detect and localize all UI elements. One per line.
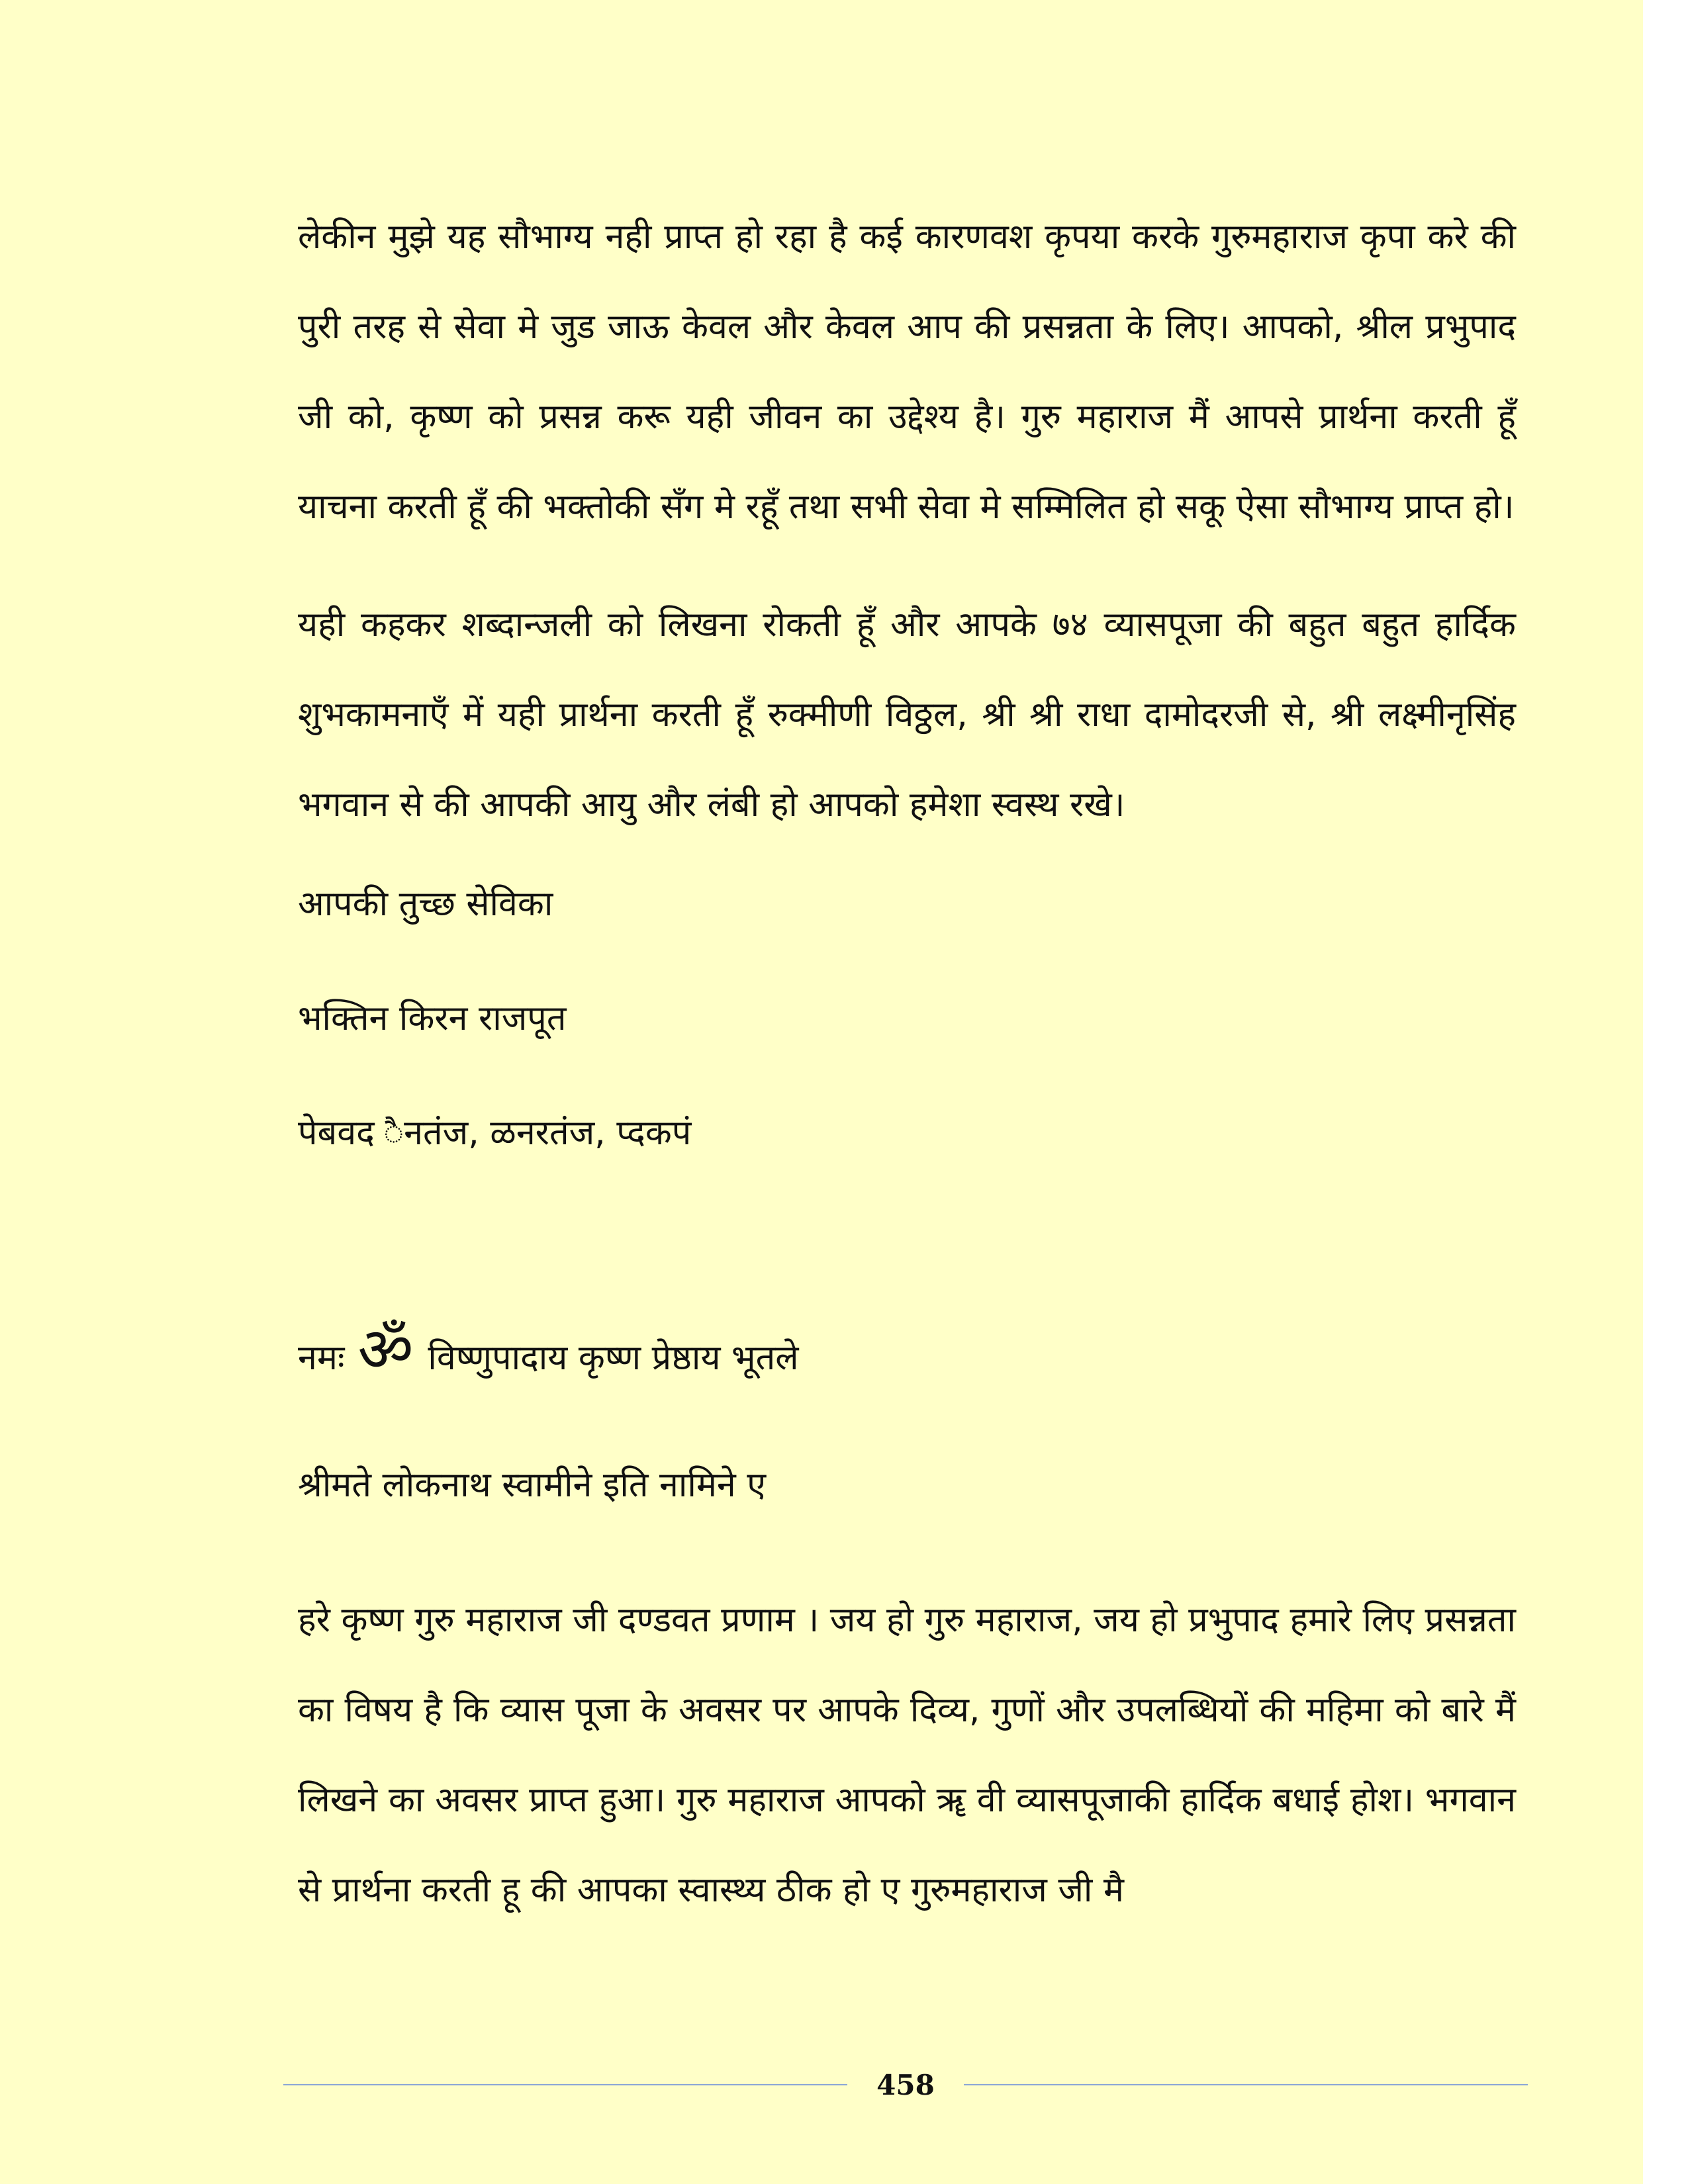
invocation-verse [298,1314,1516,1385]
om-icon: ॐ [357,1314,414,1385]
invocation-prefix: नमः [298,1338,345,1378]
page-content [298,192,1516,1935]
footer-rule-left [283,2084,847,2085]
verse-line-2: श्रीमते लोकनाथ स्वामीने इति नामिने ए [298,1465,767,1505]
paragraph-greeting: हरे कृष्ण गुरु महाराज जी दण्डवत प्रणाम । जय हो गुरु महाराज, जय हो प्रभुपाद हमारे लिए प्रसन्नता का विषय है कि व्यास पूजा के अवसर पर आपके दिव्य, गुणों और उपलब्धियों की महिमा को बारे मैं लिखने का अवसर प्राप्त हुआ। गुरु महाराज आपको ॠ वी व्यासपूजाकी हार्दिक बधाई होश। भगवान से प्रार्थना करती हू की आपका स्वास्थ्य ठीक हो ए गुरुमहाराज जी मै [298,1600,1517,1910]
closing-salutation: आपकी तुच्छ सेविका [298,884,553,924]
paragraph-devotion: लेकीन मुझे यह सौभाग्य नही प्राप्त हो रहा है कई कारणवश कृपया करके गुरुमहाराज कृपा करे की पुरी तरह से सेवा मे जुड जाऊ केवल और केवल आप की प्रसन्नता के लिए। आपको, श्रील प्रभुपाद जी को, कृष्ण को प्रसन्न करू यही जीवन का उद्देश्य है। गुरु महाराज मैं आपसे प्रार्थना करती हूँ याचना करती हूँ की भक्तोकी सँग मे रहूँ तथा सभी सेवा मे सम्मिलित हो सकू ऐसा सौभाग्य प्राप्त हो। [298,217,1516,527]
paragraph-wishes: यही कहकर शब्दान्जली को लिखना रोकती हूँ और आपके ७४ व्यासपूजा की बहुत बहुत हार्दिक शुभकामनाएँ में यही प्रार्थना करती हूँ रुक्मीणी विठ्ठल, श्री श्री राधा दामोदरजी से, श्री लक्ष्मीनृसिंह भगवान से की आपकी आयु और लंबी हो आपको हमेशा स्वस्थ रखे। [298,605,1516,825]
author-location: पेबवद ैनतंज, ळनरतंज, प्दकपं [298,1113,692,1153]
footer-rule-right [964,2084,1528,2085]
invocation-text: विष्णुपादाय कृष्ण प्रेष्ठाय भूतले [428,1338,799,1378]
section-spacer [298,1160,1516,1332]
page-footer [283,2068,1528,2101]
author-name: भक्तिन किरन राजपूत [298,999,567,1038]
page-number: 458 [876,2068,935,2101]
